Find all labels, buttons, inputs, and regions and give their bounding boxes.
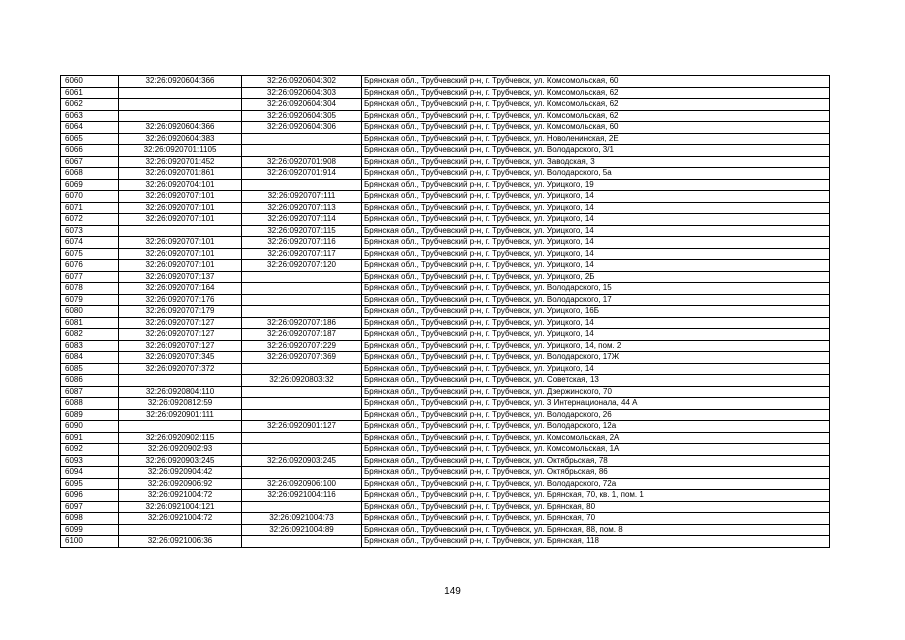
row-number-cell: 6065 <box>61 133 119 145</box>
parcel-cadastral-cell: 32:26:0920707:137 <box>119 271 242 283</box>
row-number-cell: 6062 <box>61 99 119 111</box>
address-cell: Брянская обл., Трубчевский р-н, г. Трубчевск, ул. Урицкого, 14 <box>362 225 830 237</box>
parcel-cadastral-cell <box>119 99 242 111</box>
building-cadastral-cell <box>242 501 362 513</box>
row-number-cell: 6098 <box>61 513 119 525</box>
table-row <box>61 306 830 318</box>
table-row <box>61 444 830 456</box>
building-cadastral-cell <box>242 294 362 306</box>
address-cell: Брянская обл., Трубчевский р-н, г. Трубчевск, ул. Урицкого, 2Б <box>362 271 830 283</box>
table-row <box>61 501 830 513</box>
building-cadastral-cell: 32:26:0920707:115 <box>242 225 362 237</box>
parcel-cadastral-cell: 32:26:0920707:164 <box>119 283 242 295</box>
table-row <box>61 202 830 214</box>
building-cadastral-cell: 32:26:0921004:73 <box>242 513 362 525</box>
table-row <box>61 294 830 306</box>
address-cell: Брянская обл., Трубчевский р-н, г. Трубчевск, ул. Володарского, 26 <box>362 409 830 421</box>
row-number-cell: 6085 <box>61 363 119 375</box>
address-cell: Брянская обл., Трубчевский р-н, г. Трубчевск, ул. Советская, 13 <box>362 375 830 387</box>
address-cell: Брянская обл., Трубчевский р-н, г. Трубчевск, ул. Урицкого, 14 <box>362 248 830 260</box>
table-row <box>61 191 830 203</box>
table-row <box>61 317 830 329</box>
building-cadastral-cell: 32:26:0920701:914 <box>242 168 362 180</box>
address-cell: Брянская обл., Трубчевский р-н, г. Трубчевск, ул. Урицкого, 14 <box>362 363 830 375</box>
table-row <box>61 409 830 421</box>
table-row <box>61 478 830 490</box>
row-number-cell: 6083 <box>61 340 119 352</box>
parcel-cadastral-cell: 32:26:0920904:42 <box>119 467 242 479</box>
row-number-cell: 6099 <box>61 524 119 536</box>
table-row <box>61 271 830 283</box>
address-cell: Брянская обл., Трубчевский р-н, г. Трубчевск, ул. Октябрьская, 78 <box>362 455 830 467</box>
table-row <box>61 248 830 260</box>
building-cadastral-cell: 32:26:0921004:116 <box>242 490 362 502</box>
parcel-cadastral-cell <box>119 225 242 237</box>
address-cell: Брянская обл., Трубчевский р-н, г. Трубчевск, ул. Урицкого, 14 <box>362 202 830 214</box>
building-cadastral-cell <box>242 283 362 295</box>
address-cell: Брянская обл., Трубчевский р-н, г. Трубчевск, ул. Володарского, 17 <box>362 294 830 306</box>
row-number-cell: 6088 <box>61 398 119 410</box>
row-number-cell: 6074 <box>61 237 119 249</box>
building-cadastral-cell: 32:26:0920903:245 <box>242 455 362 467</box>
table-row <box>61 76 830 88</box>
address-cell: Брянская обл., Трубчевский р-н, г. Трубчевск, ул. Володарского, 5а <box>362 168 830 180</box>
parcel-cadastral-cell: 32:26:0920707:127 <box>119 329 242 341</box>
table-row <box>61 340 830 352</box>
parcel-cadastral-cell: 32:26:0920903:245 <box>119 455 242 467</box>
table-row <box>61 283 830 295</box>
table-body <box>61 76 830 548</box>
row-number-cell: 6061 <box>61 87 119 99</box>
table-row <box>61 179 830 191</box>
address-cell: Брянская обл., Трубчевский р-н, г. Трубчевск, ул. Заводская, 3 <box>362 156 830 168</box>
building-cadastral-cell: 32:26:0921004:89 <box>242 524 362 536</box>
table-row <box>61 398 830 410</box>
address-cell: Брянская обл., Трубчевский р-н, г. Трубчевск, ул. Брянская, 70 <box>362 513 830 525</box>
building-cadastral-cell: 32:26:0920803:32 <box>242 375 362 387</box>
building-cadastral-cell: 32:26:0920707:187 <box>242 329 362 341</box>
parcel-cadastral-cell: 32:26:0920812:59 <box>119 398 242 410</box>
parcel-cadastral-cell: 32:26:0920707:101 <box>119 248 242 260</box>
address-cell: Брянская обл., Трубчевский р-н, г. Трубчевск, ул. Урицкого, 14, пом. 2 <box>362 340 830 352</box>
building-cadastral-cell: 32:26:0920707:116 <box>242 237 362 249</box>
building-cadastral-cell: 32:26:0920701:908 <box>242 156 362 168</box>
building-cadastral-cell <box>242 398 362 410</box>
address-cell: Брянская обл., Трубчевский р-н, г. Трубчевск, ул. Комсомольская, 62 <box>362 110 830 122</box>
parcel-cadastral-cell: 32:26:0920604:366 <box>119 122 242 134</box>
parcel-cadastral-cell: 32:26:0921004:121 <box>119 501 242 513</box>
address-cell: Брянская обл., Трубчевский р-н, г. Трубчевск, ул. Володарского, 15 <box>362 283 830 295</box>
address-cell: Брянская обл., Трубчевский р-н, г. Трубчевск, ул. Урицкого, 19 <box>362 179 830 191</box>
table-row <box>61 524 830 536</box>
table-row <box>61 110 830 122</box>
table-row <box>61 467 830 479</box>
address-cell: Брянская обл., Трубчевский р-н, г. Трубчевск, ул. Комсомольская, 60 <box>362 122 830 134</box>
address-cell: Брянская обл., Трубчевский р-н, г. Трубчевск, ул. Октябрьская, 86 <box>362 467 830 479</box>
row-number-cell: 6084 <box>61 352 119 364</box>
parcel-cadastral-cell: 32:26:0920707:127 <box>119 340 242 352</box>
row-number-cell: 6100 <box>61 536 119 548</box>
parcel-cadastral-cell: 32:26:0920707:101 <box>119 214 242 226</box>
building-cadastral-cell <box>242 363 362 375</box>
parcel-cadastral-cell: 32:26:0920902:115 <box>119 432 242 444</box>
row-number-cell: 6095 <box>61 478 119 490</box>
table-row <box>61 536 830 548</box>
table-row <box>61 363 830 375</box>
table-row <box>61 225 830 237</box>
row-number-cell: 6082 <box>61 329 119 341</box>
table-row <box>61 513 830 525</box>
building-cadastral-cell <box>242 179 362 191</box>
building-cadastral-cell <box>242 145 362 157</box>
row-number-cell: 6076 <box>61 260 119 272</box>
building-cadastral-cell <box>242 444 362 456</box>
row-number-cell: 6093 <box>61 455 119 467</box>
building-cadastral-cell <box>242 306 362 318</box>
table-row <box>61 375 830 387</box>
row-number-cell: 6086 <box>61 375 119 387</box>
parcel-cadastral-cell: 32:26:0920604:366 <box>119 76 242 88</box>
parcel-cadastral-cell: 32:26:0920707:101 <box>119 237 242 249</box>
parcel-cadastral-cell: 32:26:0920707:127 <box>119 317 242 329</box>
building-cadastral-cell: 32:26:0920707:120 <box>242 260 362 272</box>
parcel-cadastral-cell: 32:26:0920906:92 <box>119 478 242 490</box>
address-cell: Брянская обл., Трубчевский р-н, г. Трубчевск, ул. Дзержинского, 70 <box>362 386 830 398</box>
address-cell: Брянская обл., Трубчевский р-н, г. Трубчевск, ул. Брянская, 88, пом. 8 <box>362 524 830 536</box>
parcel-cadastral-cell: 32:26:0920804:110 <box>119 386 242 398</box>
parcel-cadastral-cell <box>119 524 242 536</box>
building-cadastral-cell <box>242 536 362 548</box>
address-cell: Брянская обл., Трубчевский р-н, г. Трубчевск, ул. Новоленинская, 2Е <box>362 133 830 145</box>
table-row <box>61 87 830 99</box>
row-number-cell: 6064 <box>61 122 119 134</box>
parcel-cadastral-cell: 32:26:0920707:345 <box>119 352 242 364</box>
row-number-cell: 6081 <box>61 317 119 329</box>
row-number-cell: 6073 <box>61 225 119 237</box>
address-cell: Брянская обл., Трубчевский р-н, г. Трубчевск, ул. Комсомольская, 60 <box>362 76 830 88</box>
parcel-cadastral-cell: 32:26:0920707:176 <box>119 294 242 306</box>
building-cadastral-cell: 32:26:0920604:303 <box>242 87 362 99</box>
table-row <box>61 421 830 433</box>
building-cadastral-cell: 32:26:0920707:229 <box>242 340 362 352</box>
address-cell: Брянская обл., Трубчевский р-н, г. Трубчевск, ул. Комсомольская, 1А <box>362 444 830 456</box>
parcel-cadastral-cell <box>119 87 242 99</box>
building-cadastral-cell: 32:26:0920707:111 <box>242 191 362 203</box>
building-cadastral-cell: 32:26:0920707:117 <box>242 248 362 260</box>
row-number-cell: 6067 <box>61 156 119 168</box>
parcel-cadastral-cell: 32:26:0920707:179 <box>119 306 242 318</box>
parcel-cadastral-cell: 32:26:0920604:383 <box>119 133 242 145</box>
address-cell: Брянская обл., Трубчевский р-н, г. Трубчевск, ул. Володарского, 3/1 <box>362 145 830 157</box>
row-number-cell: 6077 <box>61 271 119 283</box>
parcel-cadastral-cell: 32:26:0920701:1105 <box>119 145 242 157</box>
table-row <box>61 156 830 168</box>
row-number-cell: 6068 <box>61 168 119 180</box>
building-cadastral-cell: 32:26:0920604:306 <box>242 122 362 134</box>
address-cell: Брянская обл., Трубчевский р-н, г. Трубчевск, ул. Брянская, 70, кв. 1, пом. 1 <box>362 490 830 502</box>
address-cell: Брянская обл., Трубчевский р-н, г. Трубчевск, ул. Володарского, 12а <box>362 421 830 433</box>
row-number-cell: 6060 <box>61 76 119 88</box>
table-row <box>61 133 830 145</box>
building-cadastral-cell: 32:26:0920707:369 <box>242 352 362 364</box>
parcel-cadastral-cell: 32:26:0920901:111 <box>119 409 242 421</box>
address-cell: Брянская обл., Трубчевский р-н, г. Трубчевск, ул. Комсомольская, 62 <box>362 99 830 111</box>
table-row <box>61 122 830 134</box>
building-cadastral-cell: 32:26:0920604:304 <box>242 99 362 111</box>
table-row <box>61 237 830 249</box>
address-cell: Брянская обл., Трубчевский р-н, г. Трубчевск, ул. Урицкого, 14 <box>362 317 830 329</box>
row-number-cell: 6078 <box>61 283 119 295</box>
building-cadastral-cell <box>242 409 362 421</box>
parcel-cadastral-cell: 32:26:0920707:101 <box>119 191 242 203</box>
building-cadastral-cell: 32:26:0920604:302 <box>242 76 362 88</box>
building-cadastral-cell <box>242 386 362 398</box>
cadastral-table <box>60 75 830 548</box>
table-row <box>61 214 830 226</box>
parcel-cadastral-cell: 32:26:0920701:861 <box>119 168 242 180</box>
row-number-cell: 6087 <box>61 386 119 398</box>
parcel-cadastral-cell: 32:26:0920707:101 <box>119 202 242 214</box>
table-row <box>61 168 830 180</box>
row-number-cell: 6090 <box>61 421 119 433</box>
parcel-cadastral-cell <box>119 110 242 122</box>
table-row <box>61 352 830 364</box>
parcel-cadastral-cell: 32:26:0921004:72 <box>119 490 242 502</box>
row-number-cell: 6071 <box>61 202 119 214</box>
row-number-cell: 6063 <box>61 110 119 122</box>
address-cell: Брянская обл., Трубчевский р-н, г. Трубчевск, ул. Володарского, 17Ж <box>362 352 830 364</box>
table-row <box>61 99 830 111</box>
table-row <box>61 455 830 467</box>
address-cell: Брянская обл., Трубчевский р-н, г. Трубчевск, ул. Комсомольская, 62 <box>362 87 830 99</box>
row-number-cell: 6066 <box>61 145 119 157</box>
address-cell: Брянская обл., Трубчевский р-н, г. Трубчевск, ул. Урицкого, 14 <box>362 237 830 249</box>
row-number-cell: 6070 <box>61 191 119 203</box>
row-number-cell: 6094 <box>61 467 119 479</box>
table-row <box>61 145 830 157</box>
parcel-cadastral-cell: 32:26:0920701:452 <box>119 156 242 168</box>
building-cadastral-cell: 32:26:0920604:305 <box>242 110 362 122</box>
parcel-cadastral-cell: 32:26:0921006:36 <box>119 536 242 548</box>
building-cadastral-cell <box>242 133 362 145</box>
building-cadastral-cell: 32:26:0920901:127 <box>242 421 362 433</box>
building-cadastral-cell: 32:26:0920906:100 <box>242 478 362 490</box>
address-cell: Брянская обл., Трубчевский р-н, г. Трубчевск, ул. Комсомольская, 2А <box>362 432 830 444</box>
parcel-cadastral-cell: 32:26:0920902:93 <box>119 444 242 456</box>
row-number-cell: 6096 <box>61 490 119 502</box>
building-cadastral-cell: 32:26:0920707:114 <box>242 214 362 226</box>
row-number-cell: 6075 <box>61 248 119 260</box>
address-cell: Брянская обл., Трубчевский р-н, г. Трубчевск, ул. Урицкого, 14 <box>362 191 830 203</box>
address-cell: Брянская обл., Трубчевский р-н, г. Трубчевск, ул. Урицкого, 14 <box>362 260 830 272</box>
row-number-cell: 6089 <box>61 409 119 421</box>
building-cadastral-cell <box>242 432 362 444</box>
address-cell: Брянская обл., Трубчевский р-н, г. Трубчевск, ул. Володарского, 72а <box>362 478 830 490</box>
address-cell: Брянская обл., Трубчевский р-н, г. Трубчевск, ул. Урицкого, 14 <box>362 214 830 226</box>
address-cell: Брянская обл., Трубчевский р-н, г. Трубчевск, ул. Брянская, 118 <box>362 536 830 548</box>
building-cadastral-cell <box>242 271 362 283</box>
row-number-cell: 6072 <box>61 214 119 226</box>
parcel-cadastral-cell: 32:26:0921004:72 <box>119 513 242 525</box>
table-row <box>61 329 830 341</box>
building-cadastral-cell: 32:26:0920707:113 <box>242 202 362 214</box>
table-row <box>61 490 830 502</box>
building-cadastral-cell: 32:26:0920707:186 <box>242 317 362 329</box>
row-number-cell: 6079 <box>61 294 119 306</box>
row-number-cell: 6092 <box>61 444 119 456</box>
parcel-cadastral-cell: 32:26:0920707:372 <box>119 363 242 375</box>
row-number-cell: 6069 <box>61 179 119 191</box>
row-number-cell: 6097 <box>61 501 119 513</box>
address-cell: Брянская обл., Трубчевский р-н, г. Трубчевск, ул. Брянская, 80 <box>362 501 830 513</box>
address-cell: Брянская обл., Трубчевский р-н, г. Трубчевск, ул. 3 Интернационала, 44 А <box>362 398 830 410</box>
row-number-cell: 6080 <box>61 306 119 318</box>
table-row <box>61 432 830 444</box>
building-cadastral-cell <box>242 467 362 479</box>
address-cell: Брянская обл., Трубчевский р-н, г. Трубчевск, ул. Урицкого, 14 <box>362 329 830 341</box>
parcel-cadastral-cell <box>119 421 242 433</box>
table-row <box>61 260 830 272</box>
page-number: 149 <box>444 586 461 597</box>
table-row <box>61 386 830 398</box>
parcel-cadastral-cell <box>119 375 242 387</box>
row-number-cell: 6091 <box>61 432 119 444</box>
address-cell: Брянская обл., Трубчевский р-н, г. Трубчевск, ул. Урицкого, 16Б <box>362 306 830 318</box>
parcel-cadastral-cell: 32:26:0920707:101 <box>119 260 242 272</box>
parcel-cadastral-cell: 32:26:0920704:101 <box>119 179 242 191</box>
